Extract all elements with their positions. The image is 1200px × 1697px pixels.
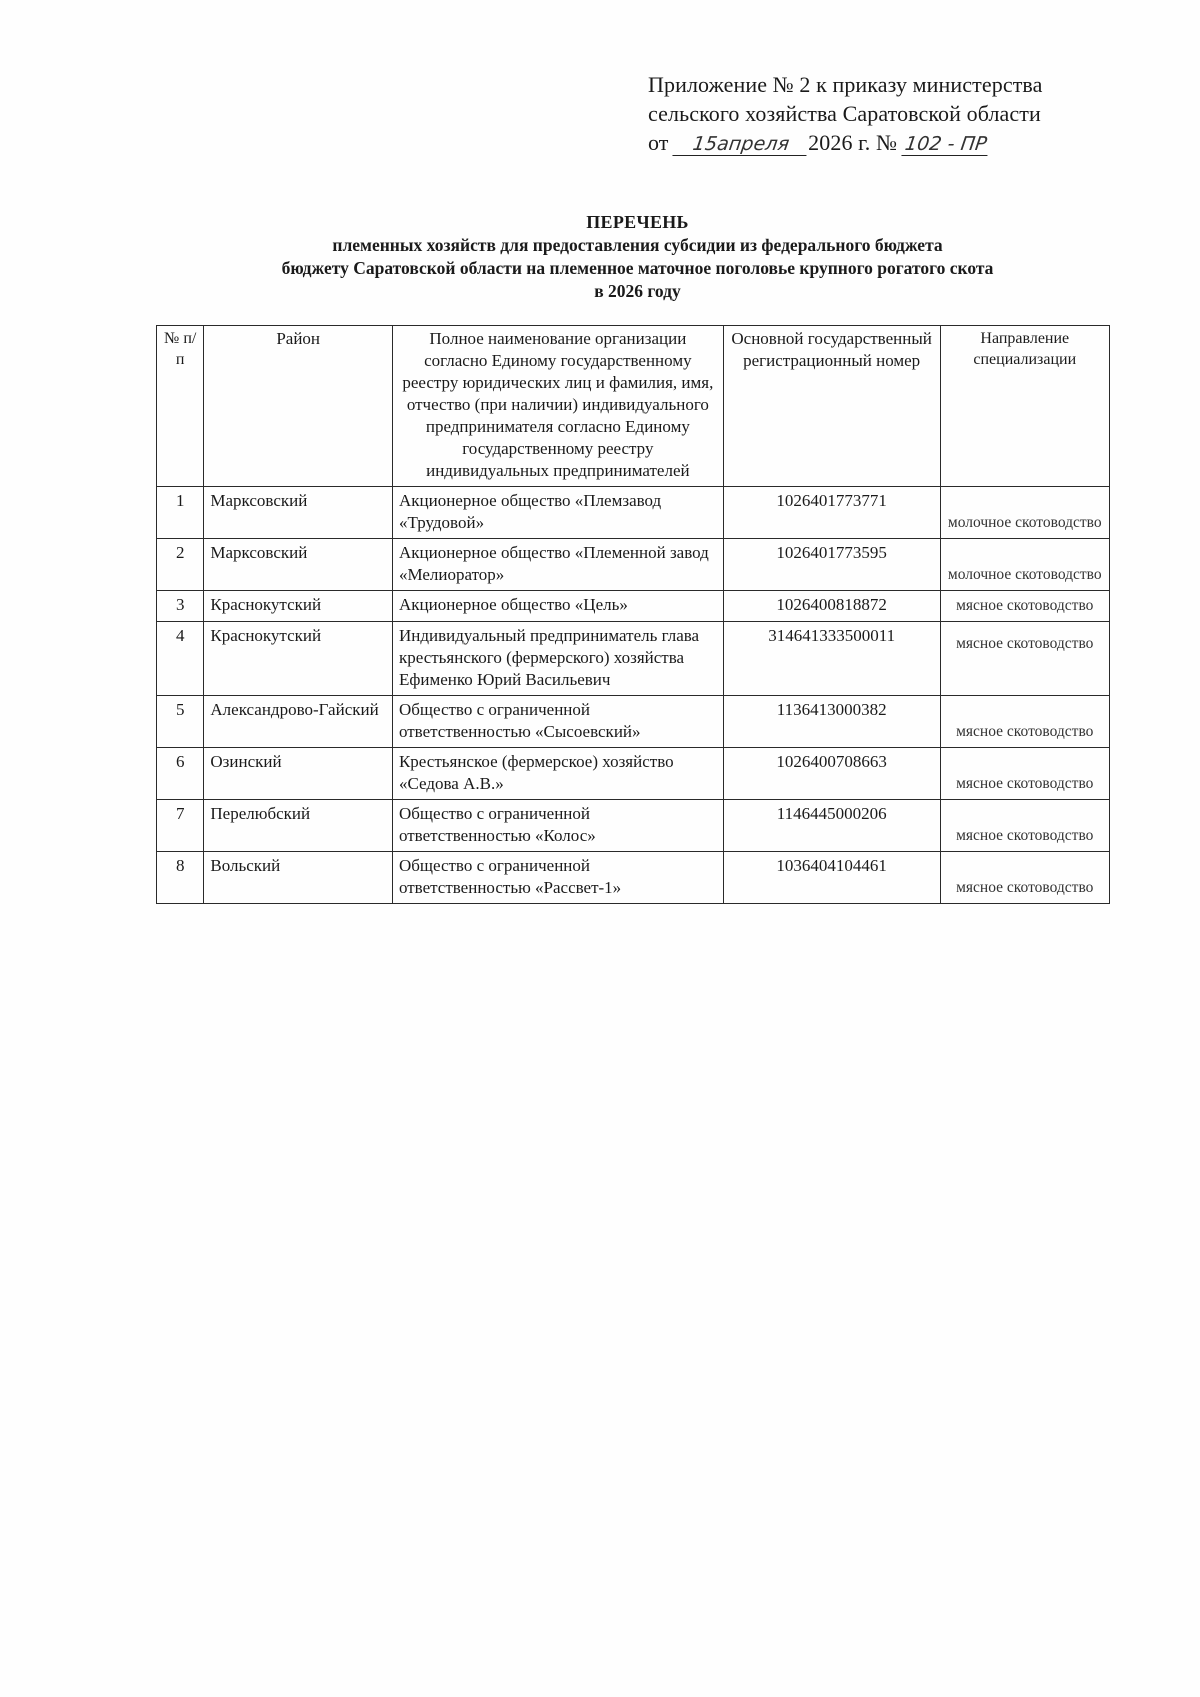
cell-ogrn: 1036404104461	[723, 852, 940, 904]
title-line-2: бюджету Саратовской области на племенное маточное поголовье крупного рогатого скота	[281, 258, 994, 278]
table-row	[157, 852, 1110, 904]
header-district: Район	[204, 326, 393, 487]
table-row	[157, 539, 1110, 591]
cell-district: Краснокутский	[204, 591, 393, 622]
cell-district: Краснокутский	[204, 622, 393, 696]
cell-organization: Общество с ограниченной ответственностью «Колос»	[392, 800, 723, 852]
table-row	[157, 591, 1110, 622]
table-row	[157, 800, 1110, 852]
document-title	[150, 211, 1125, 303]
cell-specialization: мясное скотоводство	[940, 622, 1109, 696]
cell-district: Озинский	[204, 748, 393, 800]
cell-organization: Индивидуальный предприниматель глава крестьянского (фермерского) хозяйства Ефименко Юрий Васильевич	[392, 622, 723, 696]
cell-ogrn: 314641333500011	[723, 622, 940, 696]
cell-organization: Акционерное общество «Племенной завод «Мелиоратор»	[392, 539, 723, 591]
cell-organization: Акционерное общество «Племзавод «Трудовой»	[392, 487, 723, 539]
cell-organization: Крестьянское (фермерское) хозяйство «Седова А.В.»	[392, 748, 723, 800]
table-header-row	[157, 326, 1110, 487]
appendix-line-3	[648, 128, 1118, 157]
cell-ogrn: 1026400818872	[723, 591, 940, 622]
cell-district: Александрово-Гайский	[204, 696, 393, 748]
cell-ogrn: 1136413000382	[723, 696, 940, 748]
cell-num: 1	[157, 487, 204, 539]
cell-district: Марксовский	[204, 487, 393, 539]
cell-district: Перелюбский	[204, 800, 393, 852]
header-organization: Полное наименование организации согласно Единому государственному реестру юридических лиц и фамилия, имя, отчество (при наличии) индивидуального предпринимателя согласно Единому государственному реестру индивидуальных предпринимателей	[392, 326, 723, 487]
header-specialization: Направление специализации	[940, 326, 1109, 487]
appendix-year: 2026 г. №	[808, 130, 898, 155]
appendix-from-label: от	[648, 130, 669, 155]
cell-ogrn: 1146445000206	[723, 800, 940, 852]
table-row	[157, 487, 1110, 539]
cell-organization: Общество с ограниченной ответственностью «Сысоевский»	[392, 696, 723, 748]
cell-ogrn: 1026400708663	[723, 748, 940, 800]
title-line-3: в 2026 году	[594, 281, 681, 301]
table-row	[157, 622, 1110, 696]
table-row	[157, 696, 1110, 748]
handwritten-date: 15апреля	[673, 133, 810, 156]
cell-specialization: мясное скотоводство	[940, 696, 1109, 748]
cell-num: 5	[157, 696, 204, 748]
cell-num: 2	[157, 539, 204, 591]
appendix-line-1: Приложение № 2 к приказу министерства	[648, 72, 1043, 97]
cell-num: 8	[157, 852, 204, 904]
cell-specialization: мясное скотоводство	[940, 591, 1109, 622]
handwritten-order-number: 102 - ПР	[901, 133, 990, 156]
table-row	[157, 748, 1110, 800]
cell-organization: Акционерное общество «Цель»	[392, 591, 723, 622]
cell-organization: Общество с ограниченной ответственностью «Рассвет-1»	[392, 852, 723, 904]
header-ogrn: Основной государственный регистрационный номер	[723, 326, 940, 487]
header-num: № п/п	[157, 326, 204, 487]
cell-ogrn: 1026401773595	[723, 539, 940, 591]
cell-district: Марксовский	[204, 539, 393, 591]
appendix-line-2: сельского хозяйства Саратовской области	[648, 101, 1041, 126]
cell-specialization: молочное скотоводство	[940, 487, 1109, 539]
cell-specialization: мясное скотоводство	[940, 800, 1109, 852]
cell-num: 4	[157, 622, 204, 696]
farms-table	[156, 325, 1110, 904]
cell-ogrn: 1026401773771	[723, 487, 940, 539]
appendix-header	[648, 70, 1118, 157]
cell-num: 6	[157, 748, 204, 800]
cell-specialization: молочное скотоводство	[940, 539, 1109, 591]
cell-specialization: мясное скотоводство	[940, 852, 1109, 904]
title-main: ПЕРЕЧЕНЬ	[586, 212, 689, 232]
title-line-1: племенных хозяйств для предоставления субсидии из федерального бюджета	[332, 235, 943, 255]
cell-district: Вольский	[204, 852, 393, 904]
cell-num: 3	[157, 591, 204, 622]
cell-specialization: мясное скотоводство	[940, 748, 1109, 800]
cell-num: 7	[157, 800, 204, 852]
